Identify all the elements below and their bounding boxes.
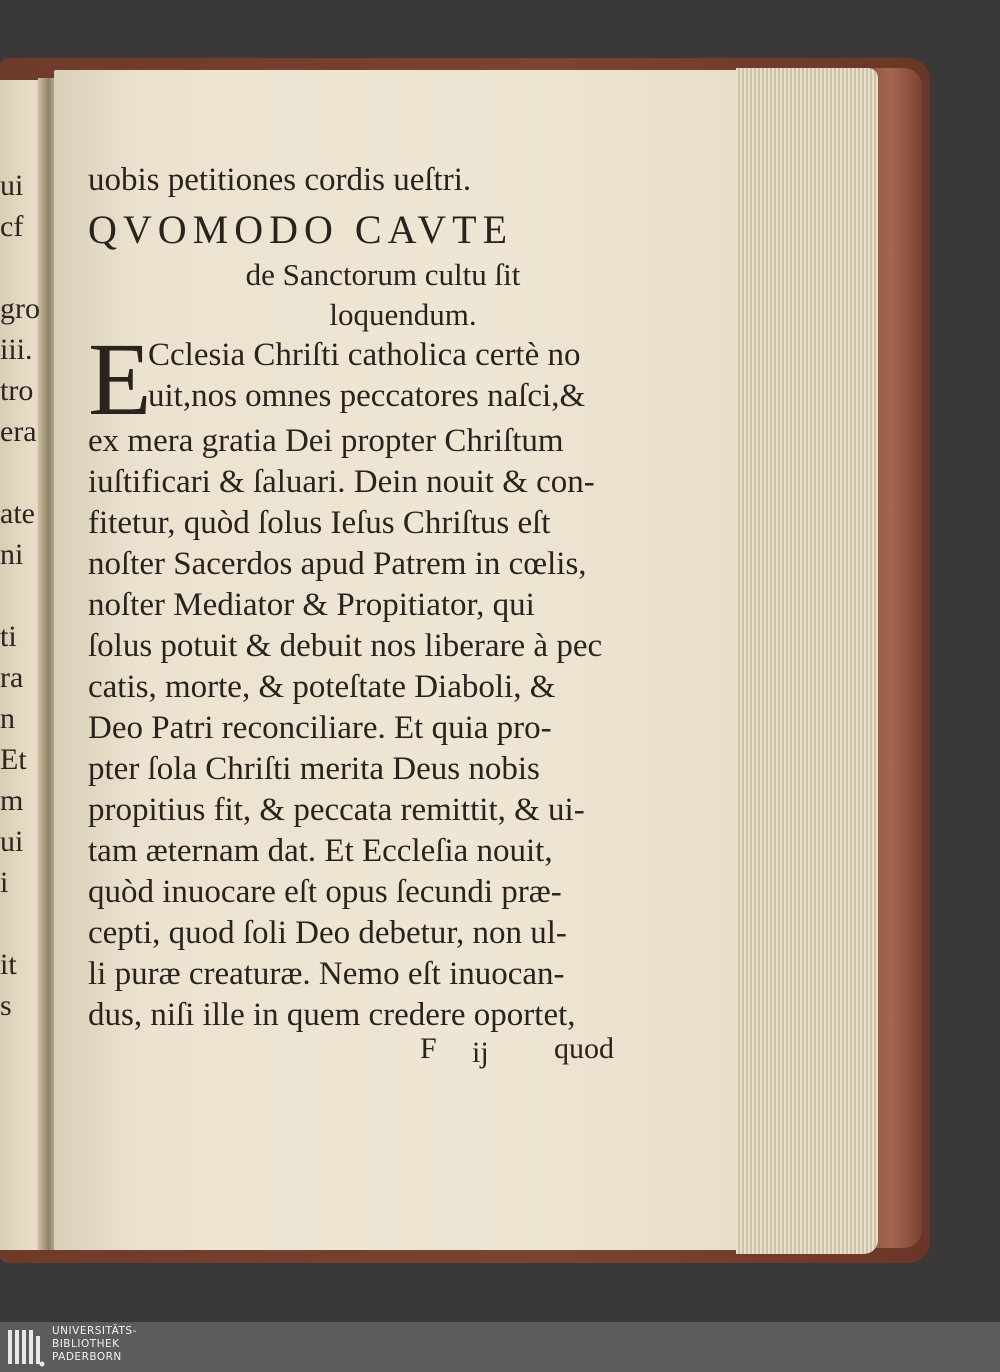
left-margin-fragment: ui (0, 169, 24, 202)
paragraph-line: catis, morte, & poteſtate Diaboli, & (88, 669, 556, 705)
paragraph-line: noſter Mediator & Propitiator, qui (88, 587, 535, 623)
heading-line-2: de Sanctorum cultu ſit (245, 257, 521, 292)
left-margin-fragment: tro (0, 374, 34, 407)
heading-line-1: QVOMODO CAVTE (88, 207, 514, 252)
left-margin-fragment: ate (0, 497, 35, 530)
left-margin-fragment: ui (0, 825, 24, 858)
left-margin-fragment: ti (0, 620, 17, 653)
first-line: uobis petitiones cordis ueſtri. (88, 162, 472, 198)
left-margin-fragment (0, 247, 46, 288)
paragraph-line: quòd inuocare eſt opus ſecundi præ- (88, 874, 562, 910)
left-page-text (0, 165, 46, 1026)
catchword: quod (554, 1032, 614, 1065)
paragraph-line: tam æternam dat. Et Eccleſia nouit, (88, 833, 553, 869)
left-margin-fragment (0, 452, 46, 493)
left-margin-fragment: gro (0, 292, 40, 325)
drop-cap: E (88, 322, 152, 437)
paragraph (88, 322, 648, 1036)
left-margin-fragment: m (0, 784, 24, 817)
left-margin-fragment: it (0, 948, 17, 981)
paragraph-line: noſter Sacerdos apud Patrem in cœlis, (88, 546, 587, 582)
left-margin-fragment: n (0, 702, 15, 735)
page-text (88, 160, 648, 1036)
paragraph-line: ſolus potuit & debuit nos liberare à pec (88, 628, 603, 664)
signature-number: ij (472, 1036, 489, 1069)
paragraph-line: dus, niſi ille in quem credere oportet, (88, 997, 576, 1033)
heading-line-3: loquendum. (329, 297, 477, 332)
signature-mark: F (420, 1032, 437, 1065)
paragraph-lines (88, 421, 648, 1036)
paragraph-line: propitius fit, & peccata remittit, & ui- (88, 792, 585, 828)
left-margin-fragment: i (0, 866, 9, 899)
left-margin-fragment: Et (0, 743, 27, 776)
paragraph-line: ex mera gratia Dei propter Chriſtum (88, 423, 564, 459)
left-margin-fragment: era (0, 415, 37, 448)
paragraph-line: Deo Patri reconciliare. Et quia pro- (88, 710, 552, 746)
left-margin-fragment (0, 903, 46, 944)
left-margin-fragment: ni (0, 538, 24, 571)
paragraph-line: fitetur, quòd ſolus Ieſus Chriſtus eſt (88, 505, 551, 541)
library-logo-icon (6, 1326, 46, 1368)
left-margin-fragment: iii. (0, 333, 33, 366)
signature-line (420, 1032, 630, 1072)
paragraph-line: cepti, quod ſoli Deo debetur, non ul- (88, 915, 567, 951)
left-margin-fragment: ra (0, 661, 24, 694)
paragraph-line: li puræ creaturæ. Nemo eſt inuocan- (88, 956, 565, 992)
paragraph-line: pter ſola Chriſti merita Deus nobis (88, 751, 540, 787)
left-margin-fragment: cf (0, 210, 24, 243)
paragraph-line: Cclesia Chriſti catholica certè no (148, 337, 581, 373)
left-margin-fragment (0, 575, 46, 616)
footer-bar (0, 1322, 1000, 1372)
left-margin-fragment: s (0, 989, 12, 1022)
paragraph-line: iuſtificari & ſaluari. Dein nouit & con- (88, 464, 595, 500)
library-name: UNIVERSITÄTS- BIBLIOTHEK PADERBORN (52, 1325, 137, 1363)
paragraph-line: uit,nos omnes peccatores naſci,& (148, 378, 586, 414)
page-edges (736, 68, 878, 1254)
